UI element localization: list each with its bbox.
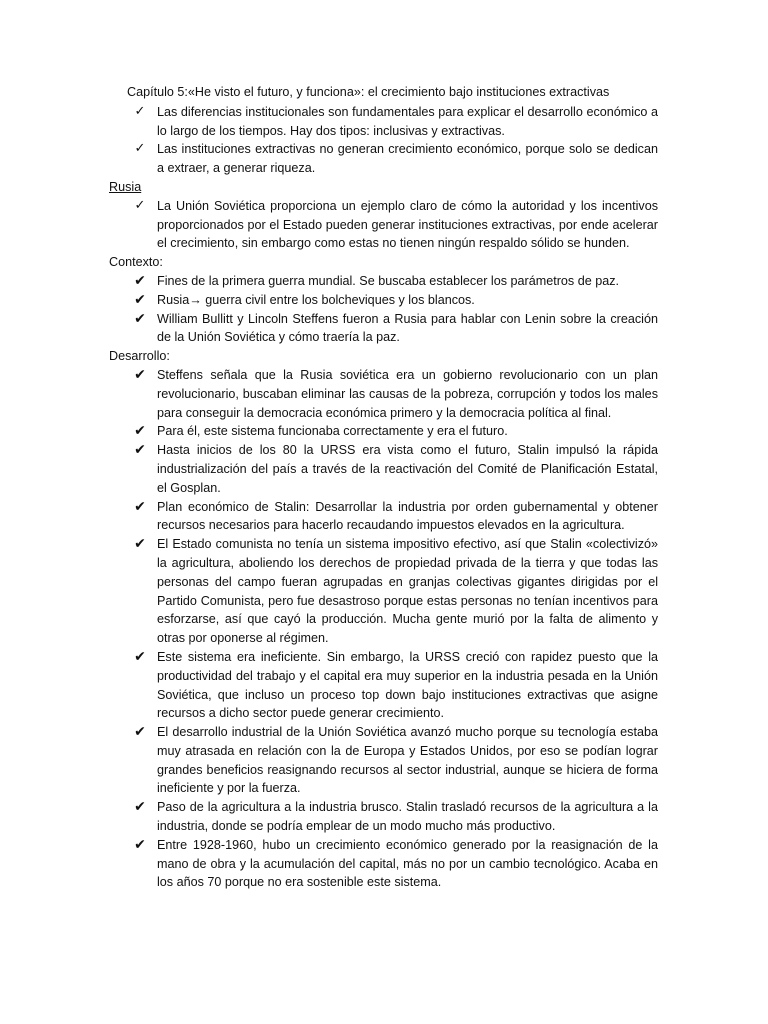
list-item-text: Las instituciones extractivas no generan crecimiento económico, porque solo se dedican a extraer, a generar riqueza. xyxy=(157,142,658,176)
contexto-list xyxy=(109,272,658,347)
list-item xyxy=(109,498,658,536)
list-item-text: Hasta inicios de los 80 la URSS era vista como el futuro, Stalin impulsó la rápida industrialización del país a través de la reactivación del Comité de Planificación Estatal, el Gosplan. xyxy=(157,443,658,495)
checkmark-icon: ✔ xyxy=(134,799,146,816)
list-item-text: Rusia→ guerra civil entre los bolcheviques y los blancos. xyxy=(157,292,475,307)
list-item xyxy=(109,648,658,723)
list-item-text: Steffens señala que la Rusia soviética era un gobierno revolucionario con un plan revolucionario, buscaban eliminar las causas de la pobreza, corrupción y todos los males para conseguir la democracia económica primero y la democracia política al final. xyxy=(157,367,658,420)
list-item-text: El desarrollo industrial de la Unión Soviética avanzó mucho porque su tecnología estaba muy atrasada en relación con la de Europa y Estados Unidos, por eso se podían lograr grandes beneficios reasignando recursos al sector industrial, aunque se hiciera de forma ineficiente y por la fuerza. xyxy=(157,725,658,796)
list-item-text: Fines de la primera guerra mundial. Se buscaba establecer los parámetros de paz. xyxy=(157,273,620,288)
list-item xyxy=(109,366,658,422)
checkmark-icon: ✔ xyxy=(134,366,146,383)
section-heading-rusia: Rusia xyxy=(109,179,142,194)
checkmark-icon: ✔ xyxy=(134,536,146,553)
list-item-text: William Bullitt y Lincoln Steffens fueron a Rusia para hablar con Lenin sobre la creación de la Unión Soviética y cómo traería la paz. xyxy=(157,311,658,345)
list-item-text: Paso de la agricultura a la industria brusco. Stalin trasladó recursos de la agricultura a la industria, donde se podría emplear de un modo mucho más productivo. xyxy=(157,800,658,834)
document-body xyxy=(109,83,658,892)
rusia-list xyxy=(109,197,658,253)
list-item xyxy=(109,441,658,497)
checkmark-icon: ✓ xyxy=(134,141,146,157)
list-item xyxy=(109,310,658,348)
checkmark-icon: ✔ xyxy=(134,310,146,327)
list-item xyxy=(109,422,658,441)
section-heading-desarrollo: Desarrollo: xyxy=(109,349,170,364)
checkmark-icon: ✔ xyxy=(134,272,146,289)
checkmark-icon: ✔ xyxy=(134,423,146,440)
list-item xyxy=(109,798,658,836)
checkmark-icon: ✔ xyxy=(134,442,146,459)
list-item-text: La Unión Soviética proporciona un ejemplo claro de cómo la autoridad y los incentivos proporcionados por el Estado pueden generar instituciones extractivas, por ende acelerar el crecimiento, sin embargo como estas no tienen ningún respaldo sólido se hunden. xyxy=(157,198,658,251)
list-item xyxy=(109,291,658,310)
checkmark-icon: ✔ xyxy=(134,291,146,308)
checkmark-icon: ✔ xyxy=(134,648,146,665)
checkmark-icon: ✔ xyxy=(134,724,146,741)
list-item xyxy=(109,103,658,141)
chapter-title: Capítulo 5:«He visto el futuro, y funciona»: el crecimiento bajo instituciones extractivas xyxy=(127,85,610,99)
list-item xyxy=(109,272,658,291)
list-item-text: El Estado comunista no tenía un sistema impositivo efectivo, así que Stalin «colectivizó» la agricultura, aboliendo los derechos de propiedad privada de la tierra y que todas las personas del campo fueran agrupadas en granjas colectivas gigantes dirigidas por el Partido Comunista, pero fue desastroso porque estas personas no tenían incentivos para esforzarse, así que cayó la producción. Mucha gente murió por la falta de alimento y otras por oponerse al régimen. xyxy=(157,537,658,646)
checkmark-icon: ✓ xyxy=(134,103,146,119)
section-heading-contexto: Contexto: xyxy=(109,255,163,270)
checkmark-icon: ✔ xyxy=(134,836,146,853)
desarrollo-list xyxy=(109,366,658,892)
intro-list xyxy=(109,103,658,178)
list-item-text: Este sistema era ineficiente. Sin embargo, la URSS creció con rapidez puesto que la productividad del trabajo y el capital era muy superior en la industria pesada en la Unión Soviética, que incluso un proceso top down bajo instituciones extractivas que asigne recursos a dicho sector puede generar crecimiento. xyxy=(157,649,658,721)
list-item-text: Plan económico de Stalin: Desarrollar la industria por orden gubernamental y obtener recursos necesarios para hacerlo recaudando impuestos elevados en la agricultura. xyxy=(157,499,658,533)
list-item-text: Las diferencias institucionales son fundamentales para explicar el desarrollo económico a lo largo de los tiempos. Hay dos tipos: inclusivas y extractivas. xyxy=(157,104,658,138)
list-item-text: Para él, este sistema funcionaba correctamente y era el futuro. xyxy=(157,424,508,439)
list-item xyxy=(109,535,658,648)
list-item xyxy=(109,723,658,798)
checkmark-icon: ✓ xyxy=(134,197,146,213)
list-item xyxy=(109,197,658,253)
list-item xyxy=(109,140,658,178)
checkmark-icon: ✔ xyxy=(134,498,146,515)
list-item xyxy=(109,836,658,892)
list-item-text: Entre 1928-1960, hubo un crecimiento económico generado por la reasignación de la mano de obra y la acumulación del capital, más no por un cambio tecnológico. Acaba en los años 70 porque no era sostenible este sistema. xyxy=(157,837,658,890)
